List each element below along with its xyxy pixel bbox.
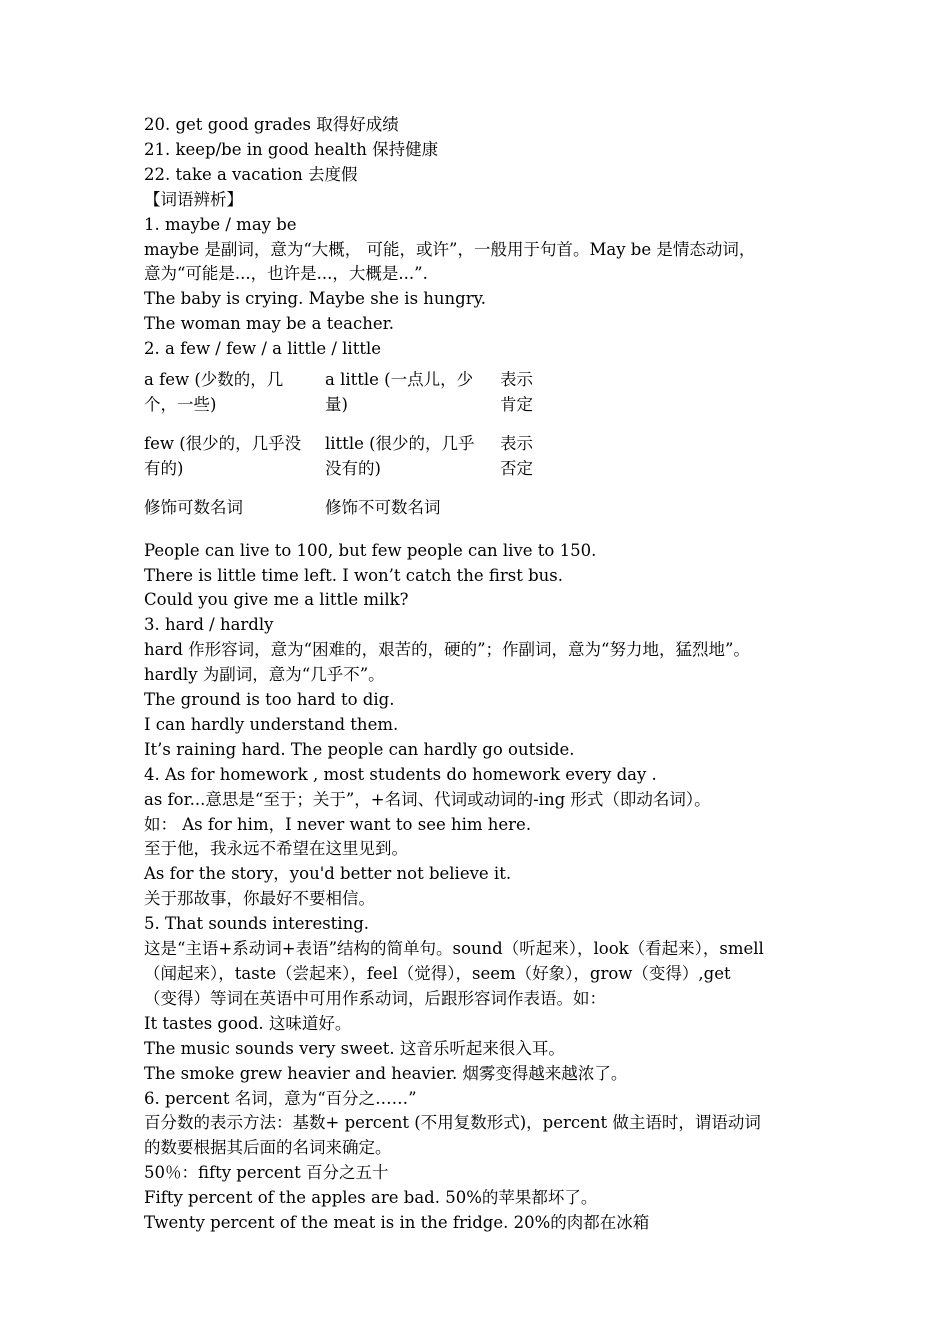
text-line: （闻起来），taste（尝起来），feel（觉得），seem（好象），grow（变得）,get	[144, 964, 731, 983]
table-cell: a few (少数的，几个，一些)	[144, 370, 284, 414]
example-line: Could you give me a little milk?	[144, 590, 409, 610]
example-line: Fifty percent of the apples are bad. 50%的苹果都坏了。	[144, 1188, 598, 1208]
example-line: I can hardly understand them.	[144, 714, 399, 734]
example-line: As for the story，you'd better not believe it.	[144, 864, 512, 884]
explanation-section	[144, 539, 824, 1236]
phrase-line: 22. take a vacation 去度假	[144, 164, 358, 184]
text-line: hard 作形容词，意为“困难的，艰苦的，硬的”；作副词，意为“努力地，猛烈地”。	[144, 640, 750, 660]
section-heading: 【词语辨析】	[144, 189, 243, 209]
table-cell: 修饰不可数名词	[325, 497, 441, 517]
vocabulary-section	[144, 113, 824, 362]
table-cell: 表示肯定	[500, 370, 533, 414]
item-heading: 2. a few / few / a little / little	[144, 339, 382, 359]
text-line: 的数要根据其后面的名词来确定。	[144, 1138, 392, 1158]
text-line: （变得）等词在英语中可用作系动词，后跟形容词作表语。如：	[144, 988, 606, 1008]
comparison-table	[144, 368, 544, 535]
table-cell	[500, 496, 544, 535]
text-line: 意为“可能是...，也许是...，大概是...”.	[144, 264, 428, 284]
phrase-line: 20. get good grades 取得好成绩	[144, 115, 399, 134]
text-line: maybe 是副词，意为“大概， 可能，或许”，一般用于句首。May be 是情态动词，	[144, 239, 756, 259]
example-line: The ground is too hard to dig.	[144, 690, 395, 710]
item-heading: 5. That sounds interesting.	[144, 914, 370, 934]
table-row	[144, 432, 544, 496]
text-line: 百分数的表示方法：基数+ percent (不用复数形式)，percent 做主语时，谓语动词	[144, 1113, 761, 1133]
example-line: Twenty percent of the meat is in the fridge. 20%的肉都在冰箱	[144, 1213, 650, 1233]
example-line: The baby is crying. Maybe she is hungry.	[144, 289, 486, 309]
example-line: The smoke grew heavier and heavier. 烟雾变得越来越浓了。	[144, 1063, 628, 1083]
document-page	[144, 113, 824, 1236]
text-line: 这是“主语+系动词+表语”结构的简单句。sound（听起来），look（看起来），smell	[144, 939, 764, 959]
translation-line: 至于他，我永远不希望在这里见到。	[144, 839, 408, 859]
example-line: The woman may be a teacher.	[144, 314, 394, 334]
translation-line: 关于那故事，你最好不要相信。	[144, 889, 375, 909]
table-cell: a little (一点儿，少量)	[325, 370, 474, 414]
phrase-line: 21. keep/be in good health 保持健康	[144, 139, 439, 159]
table-cell: 修饰可数名词	[144, 497, 243, 517]
example-line: It tastes good. 这味道好。	[144, 1013, 352, 1033]
text-line: as for...意思是“至于；关于”，+名词、代词或动词的-ing 形式（即动名词）。	[144, 789, 711, 809]
item-heading: 4. As for homework , most students do homework every day .	[144, 764, 657, 784]
item-heading: 3. hard / hardly	[144, 615, 274, 635]
example-line: 如： As for him，I never want to see him here.	[144, 814, 532, 834]
example-line: People can live to 100, but few people can live to 150.	[144, 540, 597, 560]
example-line: There is little time left. I won’t catch the first bus.	[144, 565, 564, 585]
text-line: hardly 为副词，意为“几乎不”。	[144, 665, 385, 685]
item-heading: 6. percent 名词，意为“百分之……”	[144, 1088, 417, 1108]
table-row	[144, 496, 544, 535]
table-cell: 表示否定	[500, 433, 533, 478]
item-heading: 1. maybe / may be	[144, 214, 297, 234]
example-line: It’s raining hard. The people can hardly go outside.	[144, 739, 575, 759]
table-cell: few (很少的，几乎没有的)	[144, 433, 302, 478]
example-line: The music sounds very sweet. 这音乐听起来很入耳。	[144, 1038, 565, 1058]
table-row	[144, 368, 544, 432]
example-line: 50％：fifty percent 百分之五十	[144, 1163, 389, 1183]
table-cell: little (很少的，几乎没有的)	[325, 433, 475, 478]
